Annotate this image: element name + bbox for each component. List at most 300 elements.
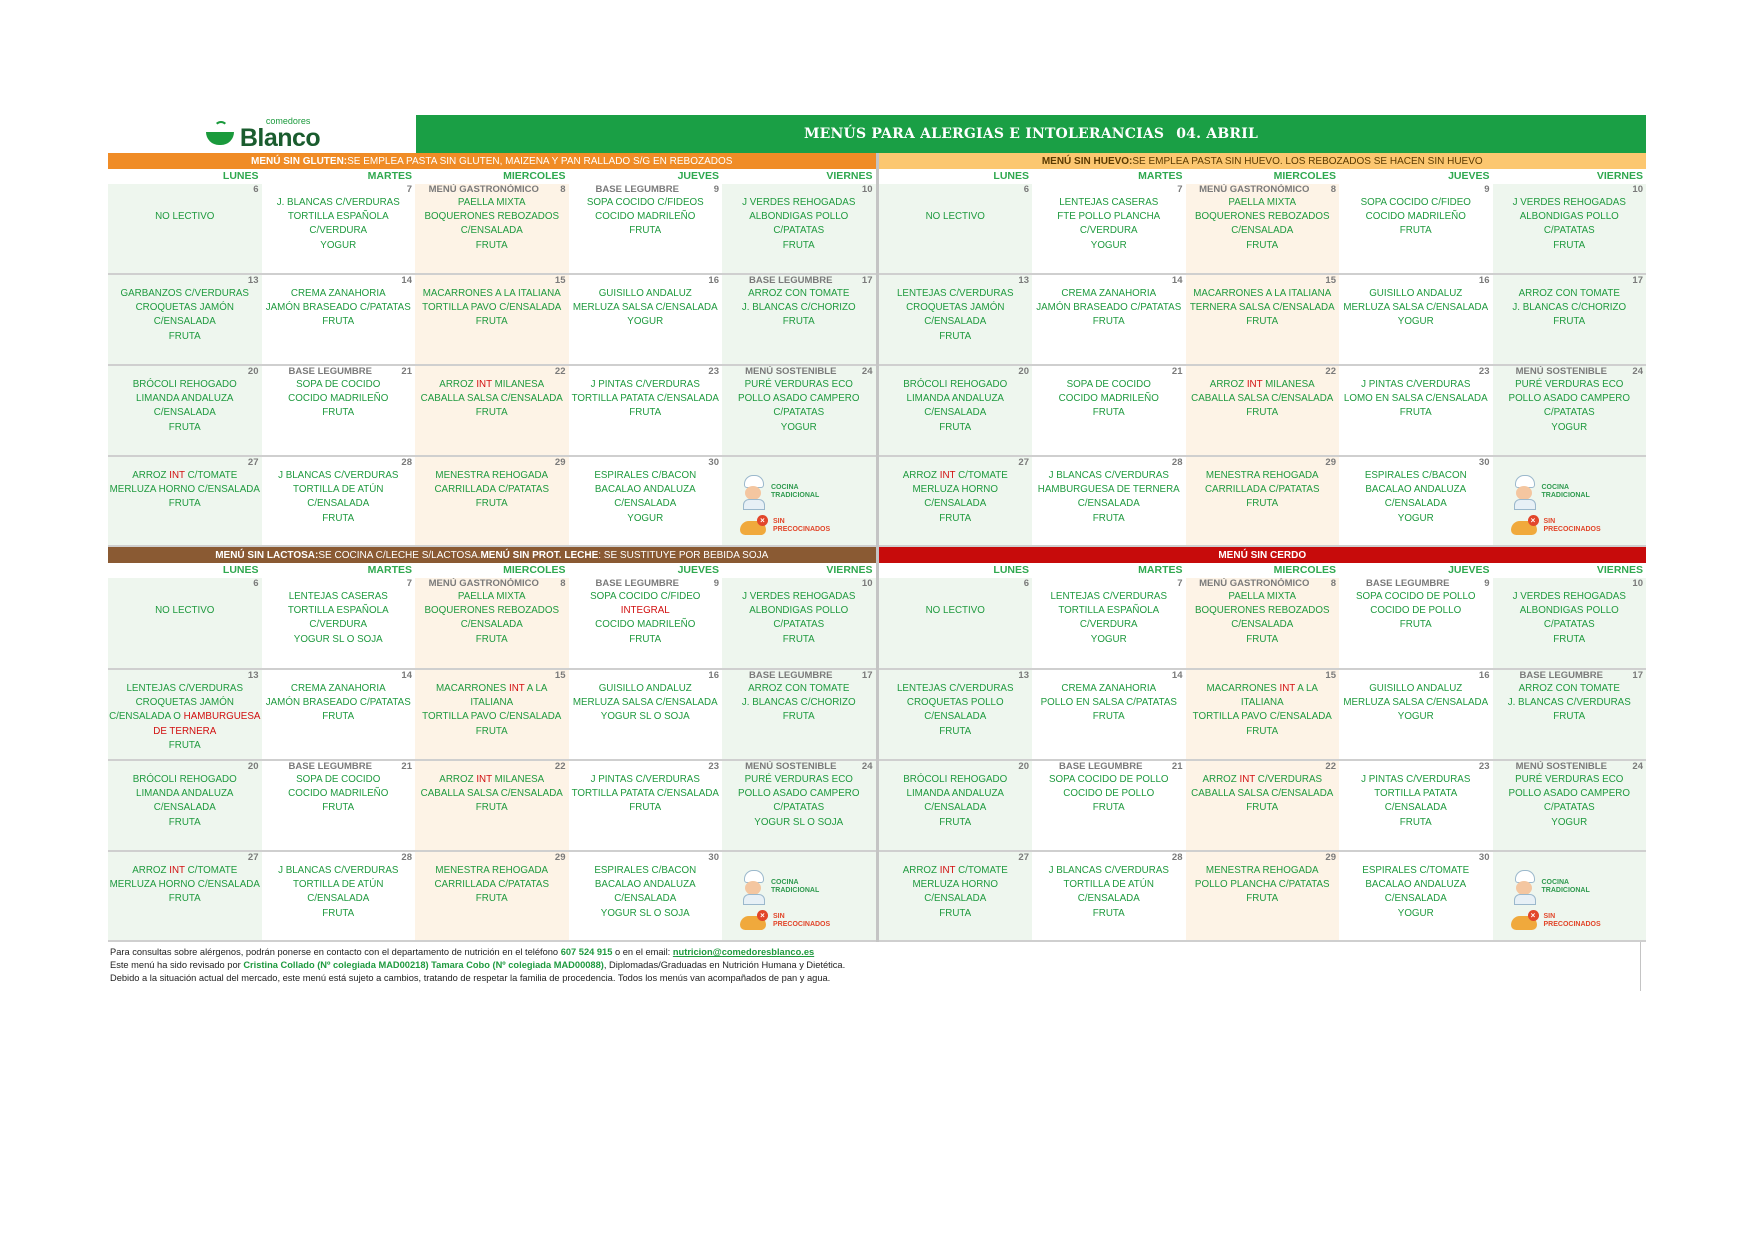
dish-text: LIMANDA ANDALUZA — [136, 393, 234, 405]
dish-text: C/ENSALADA — [1384, 893, 1447, 905]
day-tag: MENÚ GASTRONÓMICO — [1199, 184, 1310, 195]
dish-highlight: INT — [1246, 379, 1263, 390]
dish-line — [108, 710, 262, 724]
dish-line — [108, 801, 262, 815]
legend-cell — [722, 852, 876, 940]
day-number: 30 — [708, 457, 719, 468]
weekday-martes: MARTES — [1138, 170, 1183, 182]
day-cell — [415, 670, 569, 759]
dish-line — [1493, 224, 1647, 238]
dish-text: C/PATATAS — [1543, 802, 1595, 814]
dish-text: MILANESA — [1262, 379, 1315, 390]
dish-list — [262, 682, 416, 725]
dish-text: C/ENSALADA — [1077, 893, 1140, 905]
day-cell — [108, 457, 262, 545]
day-cell — [1186, 761, 1340, 850]
dish-line — [1186, 801, 1340, 815]
dish-line — [1186, 287, 1340, 301]
dish-list — [722, 378, 876, 435]
dish-list — [569, 469, 723, 526]
weekday-viernes: VIERNES — [826, 170, 873, 182]
chef-icon — [740, 475, 766, 509]
day-cell — [1339, 457, 1493, 545]
day-cell — [1493, 578, 1647, 668]
dish-line — [1493, 421, 1647, 435]
day-cell — [1032, 578, 1186, 668]
no-lectivo-label: NO LECTIVO — [925, 211, 985, 222]
day-number: 29 — [554, 457, 566, 468]
dish-line — [1339, 604, 1493, 618]
dish-text: POLLO PLANCHA C/PATATAS — [1194, 879, 1330, 891]
menu-panel-sin-cerdo — [879, 547, 1647, 942]
dish-line — [722, 196, 876, 210]
dish-text: CREMA ZANAHORIA — [1061, 288, 1157, 299]
day-cell — [1339, 184, 1493, 273]
croissant-icon — [1511, 910, 1539, 932]
dish-line — [108, 816, 262, 830]
day-tag: BASE LEGUMBRE — [749, 670, 833, 681]
legend-word: COCINA — [1541, 879, 1570, 886]
dish-text: FRUTA — [475, 498, 508, 510]
day-number: 23 — [708, 761, 719, 772]
day-cell — [1186, 366, 1340, 455]
dish-line — [1186, 497, 1340, 511]
dish-line — [1186, 210, 1340, 224]
dish-line — [879, 710, 1033, 724]
day-cell — [1493, 184, 1647, 273]
dish-text: TORTILLA ESPAÑOLA — [287, 211, 389, 223]
dish-text: PURÉ VERDURAS ECO — [1515, 379, 1624, 390]
dish-text: YOGUR — [320, 239, 357, 251]
day-number: 22 — [554, 761, 566, 772]
dish-line — [262, 710, 416, 724]
dish-text: YOGUR SL O SOJA — [600, 907, 690, 919]
dish-line — [1186, 590, 1340, 604]
day-cell — [722, 184, 876, 273]
dish-line — [722, 618, 876, 632]
logo-mark — [204, 117, 320, 151]
dish-text: C/PATATAS — [1543, 225, 1595, 237]
dish-line — [879, 878, 1033, 892]
dish-text: PAELLA MIXTA — [457, 197, 526, 208]
dish-text: FRUTA — [1092, 802, 1125, 814]
dish-line — [108, 725, 262, 739]
dish-text: FRUTA — [475, 802, 508, 814]
day-cell — [262, 275, 416, 364]
dish-line — [722, 239, 876, 253]
legend-sin-precocinados — [1511, 515, 1641, 537]
dish-text: ITALIANA — [1240, 697, 1284, 709]
legend-word: SIN — [773, 913, 785, 920]
day-cell — [569, 761, 723, 850]
dish-text: FRUTA — [1092, 711, 1125, 723]
dish-line — [569, 512, 723, 526]
dish-list — [879, 469, 1033, 526]
dish-text: FRUTA — [939, 421, 972, 433]
week-row — [879, 670, 1647, 761]
dish-line — [415, 378, 569, 392]
dish-list — [569, 196, 723, 239]
dish-list — [108, 682, 262, 753]
dish-text: POLLO EN SALSA C/PATATAS — [1040, 697, 1177, 709]
dish-text: C/ENSALADA — [924, 316, 987, 328]
dish-text: FRUTA — [939, 907, 972, 919]
dish-text: MERLUZA HORNO C/ENSALADA — [109, 879, 260, 891]
legend-word: COCINA — [771, 484, 799, 491]
legend-word: PRECOCINADOS — [773, 526, 831, 533]
dish-line — [1339, 590, 1493, 604]
dish-text: ARROZ — [439, 774, 477, 785]
dish-text: FRUTA — [629, 633, 662, 645]
dish-line — [569, 315, 723, 329]
dish-list — [1186, 378, 1340, 421]
day-cell — [879, 184, 1033, 273]
dish-line — [569, 287, 723, 301]
weekday-jueves: JUEVES — [1448, 170, 1490, 182]
dish-line — [415, 483, 569, 497]
dish-list — [415, 682, 569, 739]
legend-word: PRECOCINADOS — [1543, 921, 1601, 928]
day-number: 30 — [1478, 457, 1490, 468]
day-number: 23 — [1478, 366, 1490, 377]
dish-line — [569, 392, 723, 406]
no-symbol-icon: × — [757, 910, 768, 921]
dish-line — [1032, 878, 1186, 892]
dish-line — [722, 682, 876, 696]
dish-line — [1186, 483, 1340, 497]
dish-line — [108, 483, 262, 497]
dish-line — [879, 483, 1033, 497]
dish-line — [1032, 590, 1186, 604]
dish-text: C/ENSALADA — [307, 893, 370, 905]
dish-line — [1339, 483, 1493, 497]
dish-line — [415, 682, 569, 696]
dish-list — [569, 773, 723, 816]
dish-list — [1493, 378, 1647, 435]
day-number: 7 — [406, 184, 412, 195]
dish-text: J. BLANCAS C/VERDURAS — [276, 197, 400, 208]
dish-list — [879, 773, 1033, 830]
dish-line — [108, 315, 262, 329]
day-cell — [569, 457, 723, 545]
dish-text: TERNERA SALSA C/ENSALADA — [1189, 302, 1335, 314]
dish-highlight: INT — [476, 774, 492, 785]
dish-line — [108, 378, 262, 392]
week-row — [879, 184, 1647, 275]
dish-line — [1032, 604, 1186, 618]
dish-line — [1032, 224, 1186, 238]
day-number: 14 — [1171, 275, 1183, 286]
dish-text: J. BLANCAS C/CHORIZO — [1512, 302, 1627, 314]
dish-text: FRUTA — [322, 907, 355, 919]
legend-sin-precocinados — [740, 515, 870, 537]
week-row — [879, 275, 1647, 366]
dish-text: CABALLA SALSA C/ENSALADA — [1191, 788, 1334, 800]
dish-text: YOGUR SL O SOJA — [600, 711, 690, 723]
dish-line — [1493, 801, 1647, 815]
menu-banner — [879, 153, 1647, 169]
dish-text: FRUTA — [475, 239, 508, 251]
dish-text: J PINTAS C/VERDURAS — [590, 774, 700, 785]
legend-cocina-tradicional — [1511, 870, 1641, 904]
dish-text: CREMA ZANAHORIA — [290, 288, 386, 299]
dish-text: SOPA DE COCIDO — [296, 379, 381, 390]
dish-line — [569, 604, 723, 618]
dish-line — [879, 801, 1033, 815]
dish-line — [879, 497, 1033, 511]
dish-text: FRUTA — [939, 816, 972, 828]
dish-line — [1493, 590, 1647, 604]
dish-text: LIMANDA ANDALUZA — [906, 393, 1004, 405]
day-cell — [415, 457, 569, 545]
legend-cell — [1493, 457, 1647, 545]
dish-line — [108, 878, 262, 892]
dish-text: J. BLANCAS C/VERDURAS — [1507, 697, 1631, 709]
weekday-header — [879, 169, 1647, 184]
dish-text: ESPIRALES C/BACON — [1364, 470, 1467, 481]
dish-text: MENESTRA REHOGADA — [435, 470, 549, 481]
weekday-martes: MARTES — [367, 170, 412, 182]
dish-text: C/VERDURAS — [1255, 774, 1323, 785]
dish-text: FRUTA — [1246, 239, 1279, 251]
dish-line — [262, 696, 416, 710]
legend-cell — [1493, 852, 1647, 940]
day-number: 21 — [1171, 366, 1183, 377]
dish-line — [262, 239, 416, 253]
day-cell — [569, 578, 723, 668]
dish-text: MERLUZA SALSA C/ENSALADA — [572, 302, 718, 314]
dish-line — [1032, 801, 1186, 815]
chef-body-icon — [1514, 894, 1536, 905]
day-tag: MENÚ GASTRONÓMICO — [428, 184, 539, 195]
day-number: 14 — [1171, 670, 1183, 681]
day-tag: BASE LEGUMBRE — [595, 184, 679, 195]
dish-text: ARROZ — [902, 865, 940, 876]
dish-text: LENTEJAS C/VERDURAS — [896, 683, 1014, 694]
dish-text: FRUTA — [168, 816, 201, 828]
legend-cocina-label — [1542, 484, 1590, 500]
dish-line — [1032, 315, 1186, 329]
page-title — [416, 115, 1646, 153]
dish-text: BACALAO ANDALUZA — [594, 879, 696, 891]
day-number: 8 — [1330, 184, 1336, 195]
day-number: 16 — [708, 670, 719, 681]
dish-line — [1339, 315, 1493, 329]
day-number: 21 — [1171, 761, 1183, 772]
dish-line — [262, 512, 416, 526]
dish-text: YOGUR — [1397, 711, 1434, 723]
dish-list — [1186, 196, 1340, 253]
bowl-icon — [204, 121, 236, 147]
dish-text: GUISILLO ANDALUZ — [598, 288, 692, 299]
dish-line — [1186, 682, 1340, 696]
day-tag: BASE LEGUMBRE — [1366, 578, 1450, 589]
dish-text: HAMBURGUESA DE TERNERA — [1037, 484, 1180, 496]
dish-line — [262, 497, 416, 511]
day-number: 30 — [1478, 852, 1490, 863]
dish-text: CREMA ZANAHORIA — [1061, 683, 1157, 694]
week-row — [108, 670, 876, 761]
dish-list — [569, 590, 723, 647]
dish-line — [1032, 512, 1186, 526]
day-cell — [1493, 366, 1647, 455]
dish-line — [1339, 801, 1493, 815]
legend-word: COCINA — [771, 879, 799, 886]
dish-line — [415, 301, 569, 315]
dish-line — [722, 710, 876, 724]
dish-line — [1493, 315, 1647, 329]
dish-line — [722, 633, 876, 647]
dish-line — [1186, 633, 1340, 647]
dish-line — [108, 469, 262, 483]
day-tag: MENÚ GASTRONÓMICO — [1199, 578, 1310, 589]
dish-text: FRUTA — [629, 802, 662, 814]
dish-list — [262, 773, 416, 816]
weekday-header — [108, 563, 876, 578]
weekday-lunes: LUNES — [222, 170, 259, 182]
day-number: 14 — [401, 275, 412, 286]
dish-line — [569, 878, 723, 892]
footer-line-disclaimer: Debido a la situación actual del mercado, este menú está sujeto a cambios, tratando de respetar la familia de procedencia. Todos los menús van acompañados de pan y agua. — [110, 973, 831, 983]
dish-text: J VERDES REHOGADAS — [742, 197, 856, 208]
dish-list — [1032, 196, 1186, 253]
dish-text: ARROZ — [132, 470, 170, 481]
no-symbol-icon: × — [757, 515, 768, 526]
menu-panel-sin-huevo — [879, 153, 1647, 547]
dish-list — [262, 469, 416, 526]
dish-text: ARROZ — [1202, 774, 1240, 785]
dish-list — [1339, 469, 1493, 526]
dish-text: TORTILLA PAVO C/ENSALADA — [422, 302, 562, 314]
dish-line — [1186, 878, 1340, 892]
dish-text: C/ENSALADA — [1384, 802, 1447, 814]
weekday-jueves: JUEVES — [677, 564, 719, 576]
dish-text: PAELLA MIXTA — [1228, 591, 1297, 602]
dish-highlight: INT — [169, 470, 185, 481]
dish-text: FRUTA — [782, 316, 815, 328]
dish-highlight: INT — [169, 865, 185, 876]
dish-text: FRUTA — [629, 407, 662, 419]
dish-text: FRUTA — [475, 725, 508, 737]
day-number: 24 — [1632, 761, 1643, 772]
dish-line — [1339, 301, 1493, 315]
dish-list — [1032, 773, 1186, 816]
dish-text: FRUTA — [1399, 407, 1432, 419]
dish-text: YOGUR — [1551, 421, 1588, 433]
dish-text: COCIDO DE POLLO — [1063, 788, 1155, 800]
dish-line — [569, 618, 723, 632]
day-number: 7 — [1177, 184, 1183, 195]
legend-word: COCINA — [1541, 484, 1570, 491]
menu-legend — [1493, 469, 1647, 537]
dish-text: SOPA COCIDO C/FIDEO — [1360, 197, 1471, 208]
footer-email-link[interactable]: nutricion@comedoresblanco.es — [672, 947, 815, 957]
legend-word: SIN — [773, 518, 785, 525]
dish-text: SOPA COCIDO C/FIDEOS — [586, 197, 704, 208]
dish-list — [415, 864, 569, 907]
dish-highlight: DE TERNERA — [153, 725, 217, 737]
dish-line — [1032, 301, 1186, 315]
dish-line — [722, 287, 876, 301]
dish-text: YOGUR — [627, 316, 664, 328]
dish-line — [262, 604, 416, 618]
dish-text: C/ENSALADA — [1231, 225, 1294, 237]
dish-text: J VERDES REHOGADAS — [742, 591, 856, 602]
day-cell — [879, 457, 1033, 545]
dish-line — [262, 315, 416, 329]
dish-line — [1339, 696, 1493, 710]
dish-line — [569, 907, 723, 921]
dish-text: MENESTRA REHOGADA — [1205, 865, 1319, 876]
menu-banner-note: SE EMPLEA PASTA SIN HUEVO. LOS REBOZADOS SE HACEN SIN HUEVO — [1132, 155, 1483, 167]
dish-text: C/VERDURA — [309, 225, 368, 237]
dish-text: A LA — [1295, 683, 1318, 694]
dish-list — [262, 287, 416, 330]
logo-wordmark — [240, 117, 320, 151]
dish-list — [1493, 196, 1647, 253]
dish-line — [1339, 787, 1493, 801]
dish-line — [569, 696, 723, 710]
dish-line — [1186, 892, 1340, 906]
day-number: 7 — [406, 578, 412, 589]
day-cell — [415, 761, 569, 850]
dish-line — [108, 682, 262, 696]
day-number: 22 — [1325, 366, 1336, 377]
dish-line — [1186, 469, 1340, 483]
dish-line — [1186, 710, 1340, 724]
dish-line — [1339, 864, 1493, 878]
day-cell — [1186, 578, 1340, 668]
dish-text: FRUTA — [322, 407, 355, 419]
dish-text: CABALLA SALSA C/ENSALADA — [420, 393, 563, 405]
dish-text: J. BLANCAS C/CHORIZO — [741, 302, 856, 314]
dish-line — [415, 618, 569, 632]
chef-face-icon — [1516, 486, 1532, 500]
dish-text: YOGUR SL O SOJA — [754, 816, 844, 828]
day-number: 22 — [1325, 761, 1336, 772]
day-cell — [722, 366, 876, 455]
chef-icon — [1511, 475, 1537, 509]
day-cell — [1032, 670, 1186, 759]
dish-line — [722, 315, 876, 329]
dish-text: C/ENSALADA — [1077, 498, 1140, 510]
dish-line — [879, 469, 1033, 483]
day-tag: MENÚ SOSTENIBLE — [1515, 761, 1607, 772]
day-number: 28 — [1171, 852, 1183, 863]
day-number: 6 — [253, 578, 259, 589]
dish-line — [1186, 604, 1340, 618]
dish-line — [1339, 378, 1493, 392]
day-cell — [1186, 852, 1340, 940]
dish-line — [569, 864, 723, 878]
dish-line — [108, 392, 262, 406]
dish-text: PAELLA MIXTA — [457, 591, 526, 602]
weekday-miercoles: MIERCOLES — [503, 170, 566, 182]
dish-line — [1493, 196, 1647, 210]
dish-text: SOPA DE COCIDO — [1066, 379, 1151, 390]
dish-line — [722, 816, 876, 830]
dish-text: LIMANDA ANDALUZA — [136, 788, 234, 800]
dish-list — [722, 196, 876, 253]
dish-text: FRUTA — [1553, 239, 1586, 251]
day-number: 22 — [554, 366, 566, 377]
dish-line — [722, 392, 876, 406]
dish-text: PURÉ VERDURAS ECO — [744, 379, 853, 390]
dish-list — [1032, 864, 1186, 921]
dish-text: C/TOMATE — [955, 470, 1008, 481]
footer-phone[interactable]: 607 524 915 — [560, 947, 613, 957]
day-number: 8 — [1330, 578, 1336, 589]
